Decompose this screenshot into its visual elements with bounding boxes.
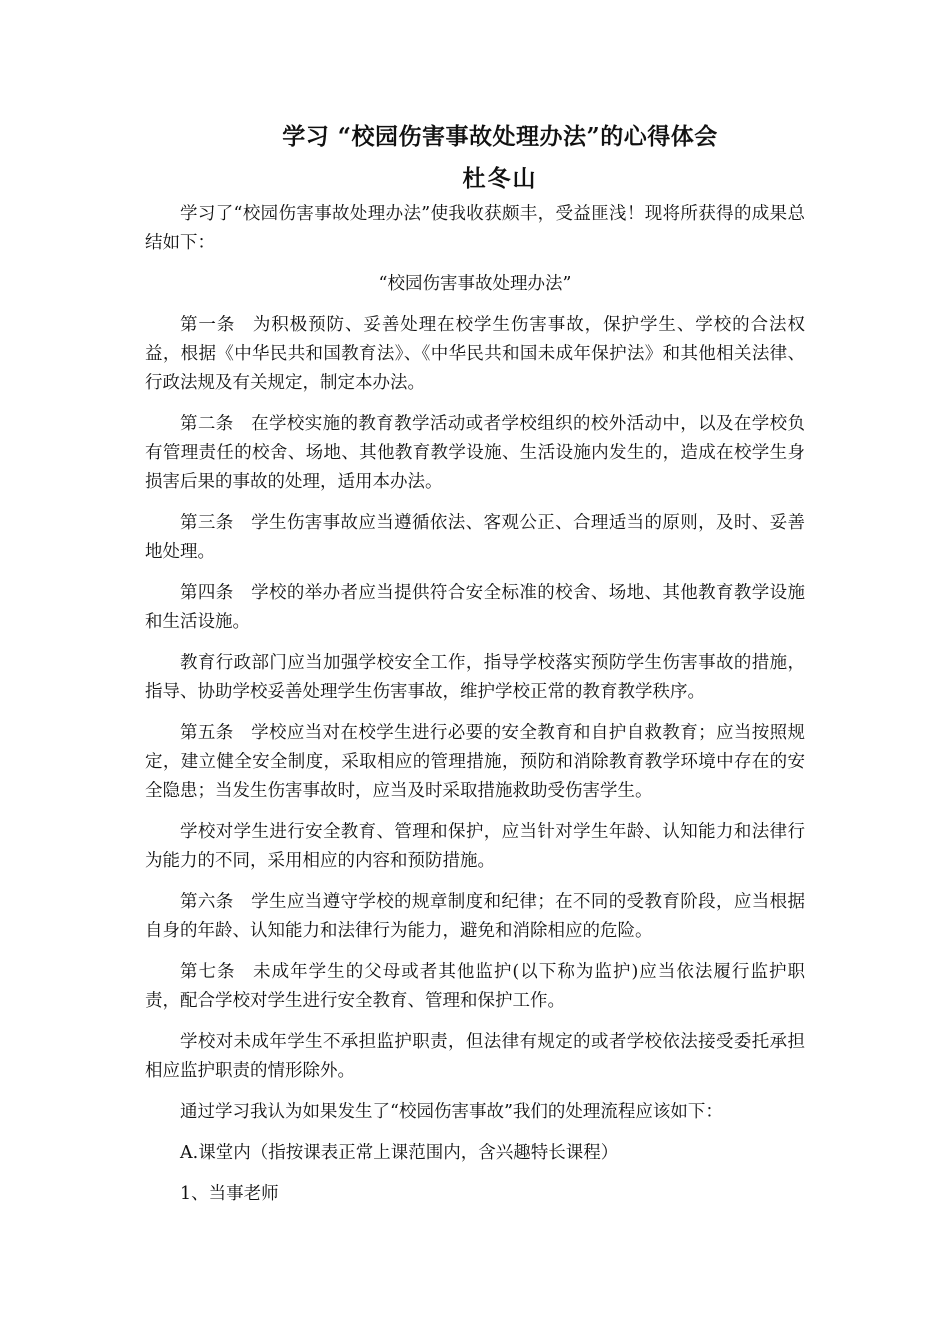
document-body: [145, 200, 805, 1221]
list-item-1: 1、当事老师: [180, 1184, 279, 1204]
article-text: 在学校实施的教育教学活动或者学校组织的校外活动中，以及在学校负有管理责任的校舍、场地、其他教育教学设施、生活设施内发生的，造成在校学生身损害后果的事故的处理，适用本办法。: [145, 414, 806, 492]
article-label: 第六条: [180, 892, 234, 912]
article-4: [145, 579, 805, 637]
article-2: [145, 410, 805, 497]
article-text: 为积极预防、妥善处理在校学生伤害事故，保护学生、学校的合法权益，根据《中华民共和国教育法》、《中华民共和国未成年保护法》和其他相关法律、行政法规及有关规定，制定本办法。: [145, 315, 805, 393]
article-label: 第五条: [180, 723, 234, 743]
article-5-clause: [145, 818, 805, 876]
article-text: 学生应当遵守学校的规章制度和纪律；在不同的受教育阶段，应当根据自身的年龄、认知能力和法律行为能力，避免和消除相应的危险。: [145, 892, 806, 941]
article-4-clause: [145, 649, 805, 707]
author-name: 杜冬山: [462, 165, 538, 192]
article-text: 学校对学生进行安全教育、管理和保护，应当针对学生年龄、认知能力和法律行为能力的不同，采用相应的内容和预防措施。: [145, 822, 805, 871]
article-3: [145, 509, 805, 567]
article-7: [145, 958, 805, 1016]
article-label: 第一条: [180, 315, 236, 335]
article-text: 学校应当对在校学生进行必要的安全教育和自护自救教育；应当按照规定，建立健全安全制度，采取相应的管理措施，预防和消除教育教学环境中存在的安全隐患；当发生伤害事故时，应当及时采取措施救助受伤害学生。: [145, 723, 806, 801]
conclusion-paragraph: 通过学习我认为如果发生了“校园伤害事故”我们的处理流程应该如下：: [180, 1102, 723, 1122]
article-6: [145, 888, 805, 946]
article-text: 学校的举办者应当提供符合安全标准的校舍、场地、其他教育教学设施和生活设施。: [145, 583, 806, 632]
article-label: 第三条: [180, 513, 234, 533]
section-a-heading: A.课堂内（指按课表正常上课范围内，含兴趣特长课程）: [180, 1143, 619, 1163]
article-text: 学校对未成年学生不承担监护职责，但法律有规定的或者学校依法接受委托承担相应监护职责的情形除外。: [145, 1032, 805, 1081]
document-title: 学习 “校园伤害事故处理办法”的心得体会: [282, 123, 718, 150]
article-text: 未成年学生的父母或者其他监护(以下称为监护)应当依法履行监护职责，配合学校对学生进行安全教育、管理和保护工作。: [145, 962, 805, 1011]
regulation-subtitle: “校园伤害事故处理办法”: [378, 274, 572, 294]
article-text: 学生伤害事故应当遵循依法、客观公正、合理适当的原则，及时、妥善地处理。: [145, 513, 806, 562]
article-label: 第七条: [180, 962, 236, 982]
article-5: [145, 719, 805, 806]
article-label: 第四条: [180, 583, 234, 603]
article-text: 教育行政部门应当加强学校安全工作，指导学校落实预防学生伤害事故的措施，指导、协助学校妥善处理学生伤害事故，维护学校正常的教育教学秩序。: [145, 653, 805, 702]
intro-paragraph: 学习了“校园伤害事故处理办法”使我收获颇丰，受益匪浅！现将所获得的成果总结如下：: [145, 204, 805, 253]
article-label: 第二条: [180, 414, 234, 434]
article-1: [145, 311, 805, 398]
article-7-clause: [145, 1028, 805, 1086]
